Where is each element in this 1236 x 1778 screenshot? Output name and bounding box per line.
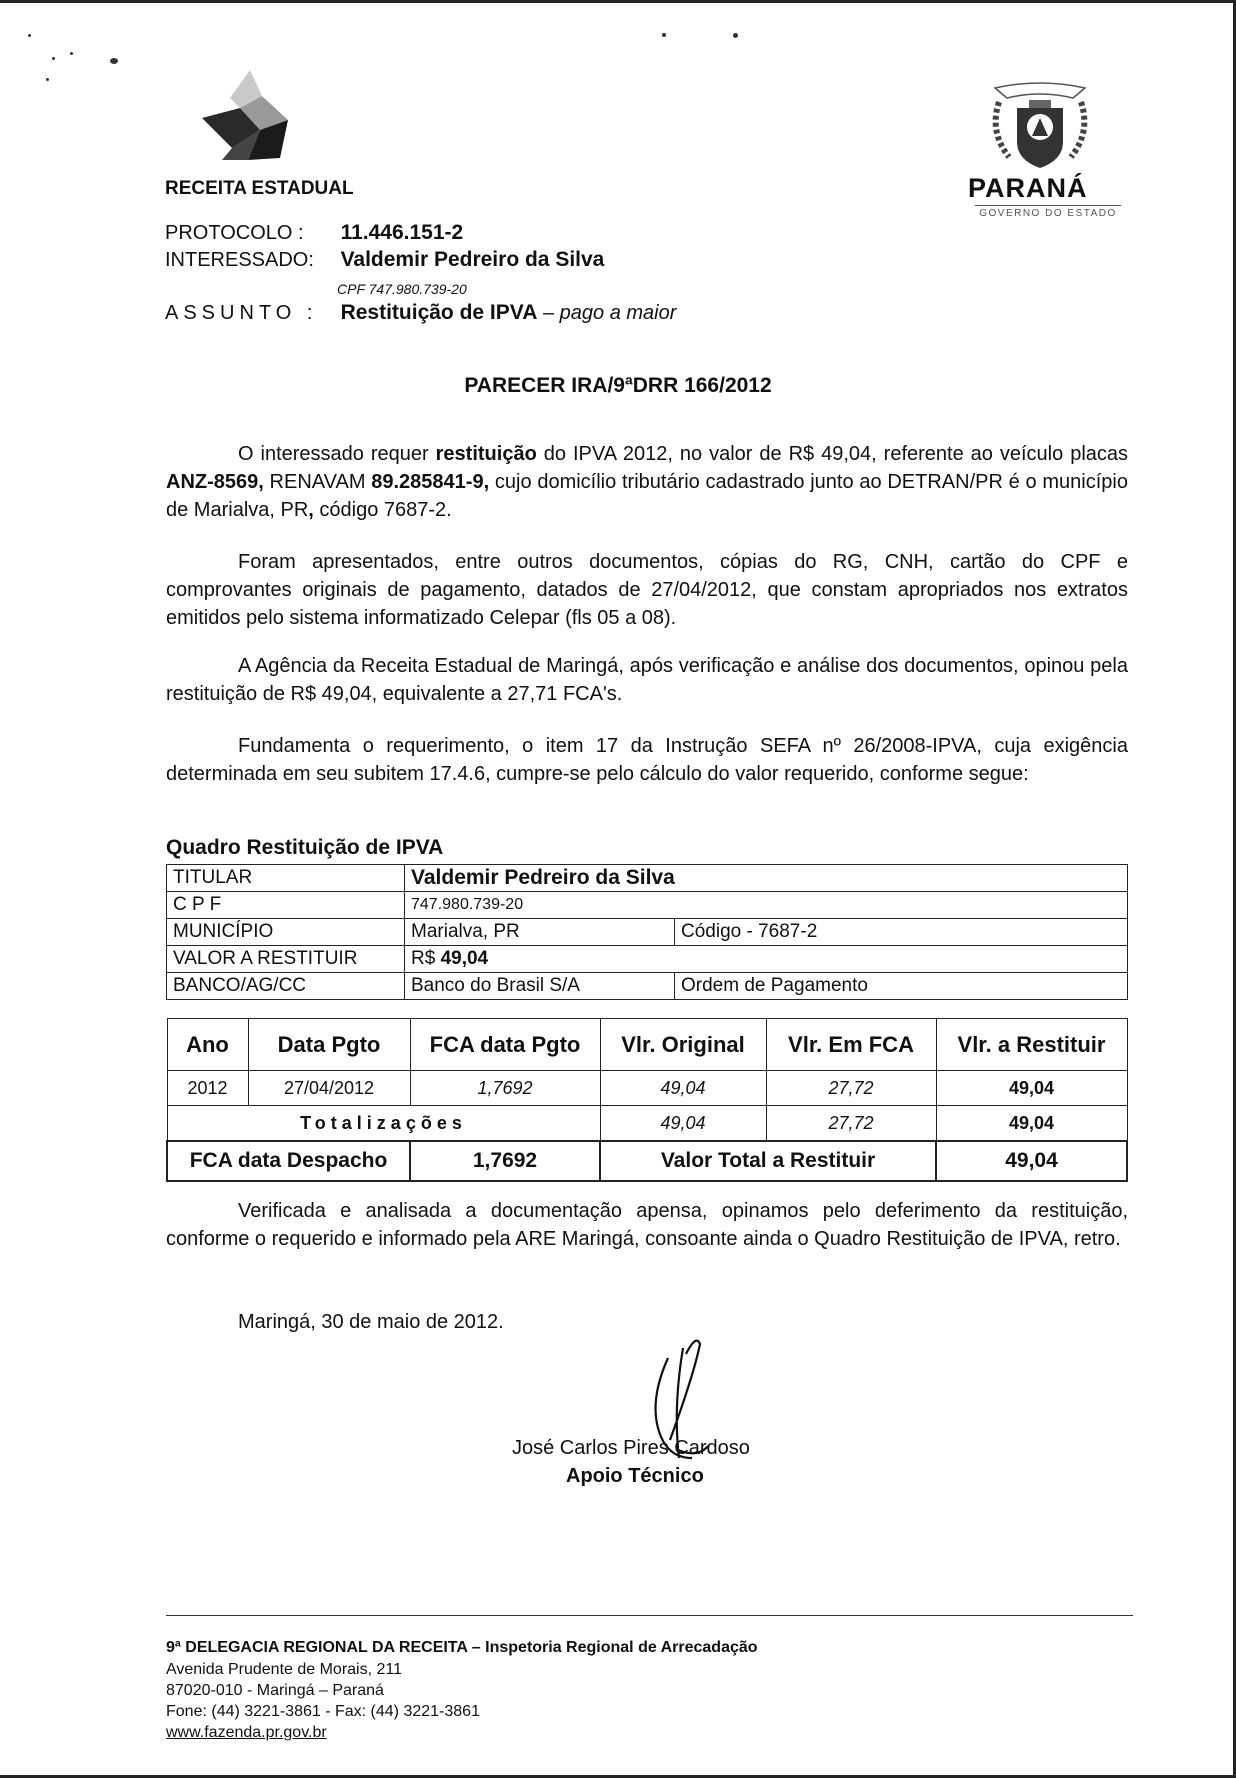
footer-cep: 87020-010 - Maringá – Paraná — [166, 1682, 384, 1699]
banco-extra: Ordem de Pagamento — [675, 973, 1128, 1000]
valor-value: 49,04 — [440, 948, 489, 969]
assunto-italic: pago a maior — [559, 302, 677, 324]
table-row — [167, 946, 1128, 973]
col-header: Vlr. Original — [600, 1019, 766, 1071]
date-line: Maringá, 30 de maio de 2012. — [238, 1311, 504, 1333]
interessado-key: INTERESSADO: — [165, 249, 314, 271]
assunto-dash: – — [537, 302, 560, 324]
table-row — [167, 1071, 1127, 1106]
table-row — [167, 973, 1128, 1000]
governo-do-estado-label: GOVERNO DO ESTADO — [975, 205, 1121, 219]
parana-coat-of-arms-icon — [985, 82, 1095, 177]
total-vlr-em-fca: 27,72 — [766, 1106, 936, 1142]
cell-vlr-original: 49,04 — [600, 1071, 766, 1106]
cell-vlr-em-fca: 27,72 — [766, 1071, 936, 1106]
table-row — [167, 919, 1128, 946]
table-row — [167, 892, 1128, 919]
scan-speck — [28, 34, 31, 37]
col-header: Data Pgto — [248, 1019, 410, 1071]
titular-value: Valdemir Pedreiro da Silva — [405, 865, 1128, 892]
paragraph-3: A Agência da Receita Estadual de Maringá, após verificação e análise dos documentos, opinou pela restituição de R$ 49,04, equivalente a 27,71 FCA's. — [166, 655, 1128, 705]
fca-despacho-value: 1,7692 — [410, 1141, 600, 1181]
valor-prefix: R$ — [411, 948, 441, 969]
valor-cell — [405, 946, 1128, 973]
cell-data-pgto: 27/04/2012 — [248, 1071, 410, 1106]
municipio-code: Código - 7687-2 — [675, 919, 1128, 946]
cell-vlr-a-restituir: 49,04 — [936, 1071, 1127, 1106]
p1-text: do IPVA 2012, no valor de R$ 49,04, referente ao veículo placas — [536, 443, 1129, 465]
quadro-values-table — [166, 1018, 1128, 1182]
scan-speck — [70, 52, 73, 55]
assunto-row — [165, 301, 676, 325]
final-row — [167, 1141, 1127, 1181]
p1-bold-comma: , — [308, 499, 314, 521]
scan-speck — [662, 33, 666, 37]
p1-bold-placa: ANZ-8569, — [166, 471, 264, 493]
municipio-key: MUNICÍPIO — [167, 919, 405, 946]
interessado-row — [165, 248, 604, 272]
p1-text: cujo domicílio tributário cadastrado junto ao DETRAN/PR é o município de Marialva, PR — [166, 471, 1128, 521]
titular-key: TITULAR — [167, 865, 405, 892]
footer-title — [166, 1637, 758, 1658]
paragraph-2: Foram apresentados, entre outros documentos, cópias do RG, CNH, cartão do CPF e comprovantes originais de pagamento, datados de 27/04/2012, que constam apropriados nos extratos emitidos pelo sistema informatizado Celepar (fls 05 a 08). — [166, 551, 1128, 629]
paragraph-4: Fundamenta o requerimento, o item 17 da Instrução SEFA nº 26/2008-IPVA, cuja exigência determinada em seu subitem 17.4.6, cumpre-se pelo cálculo do valor requerido, conforme segue: — [166, 735, 1128, 785]
receita-estadual-label: RECEITA ESTADUAL — [165, 178, 354, 199]
receita-estadual-logo-icon — [200, 68, 290, 160]
scan-speck — [110, 58, 118, 64]
banco-value: Banco do Brasil S/A — [405, 973, 675, 1000]
footer-title-b: – Inspetoria Regional de Arrecadação — [467, 1639, 758, 1656]
p1-text: RENAVAM — [263, 471, 372, 493]
cpf-key: C P F — [167, 892, 405, 919]
cell-ano: 2012 — [167, 1071, 248, 1106]
col-header: Vlr. Em FCA — [766, 1019, 936, 1071]
cpf-line: CPF 747.980.739-20 — [337, 281, 467, 297]
footer-title-a: 9ª DELEGACIA REGIONAL DA RECEITA — [166, 1639, 468, 1656]
valor-total-label: Valor Total a Restituir — [600, 1141, 936, 1181]
paragraph-5: Verificada e analisada a documentação apensa, opinamos pelo deferimento da restituição, conforme o requerido e informado pela ARE Maringá, consoante ainda o Quadro Restituição de IPVA, retro. — [166, 1200, 1128, 1250]
total-vlr-a-restituir: 49,04 — [936, 1106, 1127, 1142]
interessado-value: Valdemir Pedreiro da Silva — [340, 248, 605, 271]
municipio-value: Marialva, PR — [405, 919, 675, 946]
table-row — [167, 865, 1128, 892]
quadro-caption: Quadro Restituição de IPVA — [166, 836, 444, 859]
scan-speck — [46, 78, 49, 81]
scan-speck — [733, 33, 738, 38]
footer-website-link[interactable]: www.fazenda.pr.gov.br — [166, 1724, 327, 1741]
protocolo-key: PROTOCOLO : — [165, 222, 304, 244]
protocolo-row — [165, 221, 463, 245]
parana-label: PARANÁ — [968, 173, 1088, 203]
p1-bold-renavam: 89.285841-9, — [371, 471, 490, 493]
footer-phone: Fone: (44) 3221-3861 - Fax: (44) 3221-3861 — [166, 1703, 480, 1720]
cpf-value: 747.980.739-20 — [405, 892, 1128, 919]
assunto-value: Restituição de IPVA — [340, 301, 538, 324]
totals-row — [167, 1106, 1127, 1142]
fca-despacho-label: FCA data Despacho — [167, 1141, 410, 1181]
p1-text: código 7687-2. — [313, 499, 452, 521]
table-header-row — [167, 1019, 1127, 1071]
scan-speck — [52, 57, 55, 60]
footer-address: Avenida Prudente de Morais, 211 — [166, 1661, 403, 1678]
quadro-info-table — [166, 864, 1128, 1000]
paragraph-1 — [166, 440, 1128, 524]
col-header: Vlr. a Restituir — [936, 1019, 1127, 1071]
p1-bold-restituicao: restituição — [435, 443, 537, 465]
protocolo-value: 11.446.151-2 — [340, 221, 464, 244]
cell-fca-data-pgto: 1,7692 — [410, 1071, 600, 1106]
valor-key: VALOR A RESTITUIR — [167, 946, 405, 973]
signer-name: José Carlos Pires Cardoso — [512, 1437, 750, 1459]
signer-role: Apoio Técnico — [566, 1465, 704, 1487]
col-header: FCA data Pgto — [410, 1019, 600, 1071]
page-border — [0, 0, 1236, 3]
totals-label: Totalizações — [167, 1106, 600, 1142]
footer-divider — [166, 1615, 1133, 1616]
banco-key: BANCO/AG/CC — [167, 973, 405, 1000]
total-vlr-original: 49,04 — [600, 1106, 766, 1142]
col-header: Ano — [167, 1019, 248, 1071]
parecer-title: PARECER IRA/9ªDRR 166/2012 — [464, 374, 772, 397]
p1-text: O interessado requer — [238, 443, 436, 465]
assunto-key: ASSUNTO : — [165, 302, 318, 324]
valor-total-value: 49,04 — [936, 1141, 1127, 1181]
